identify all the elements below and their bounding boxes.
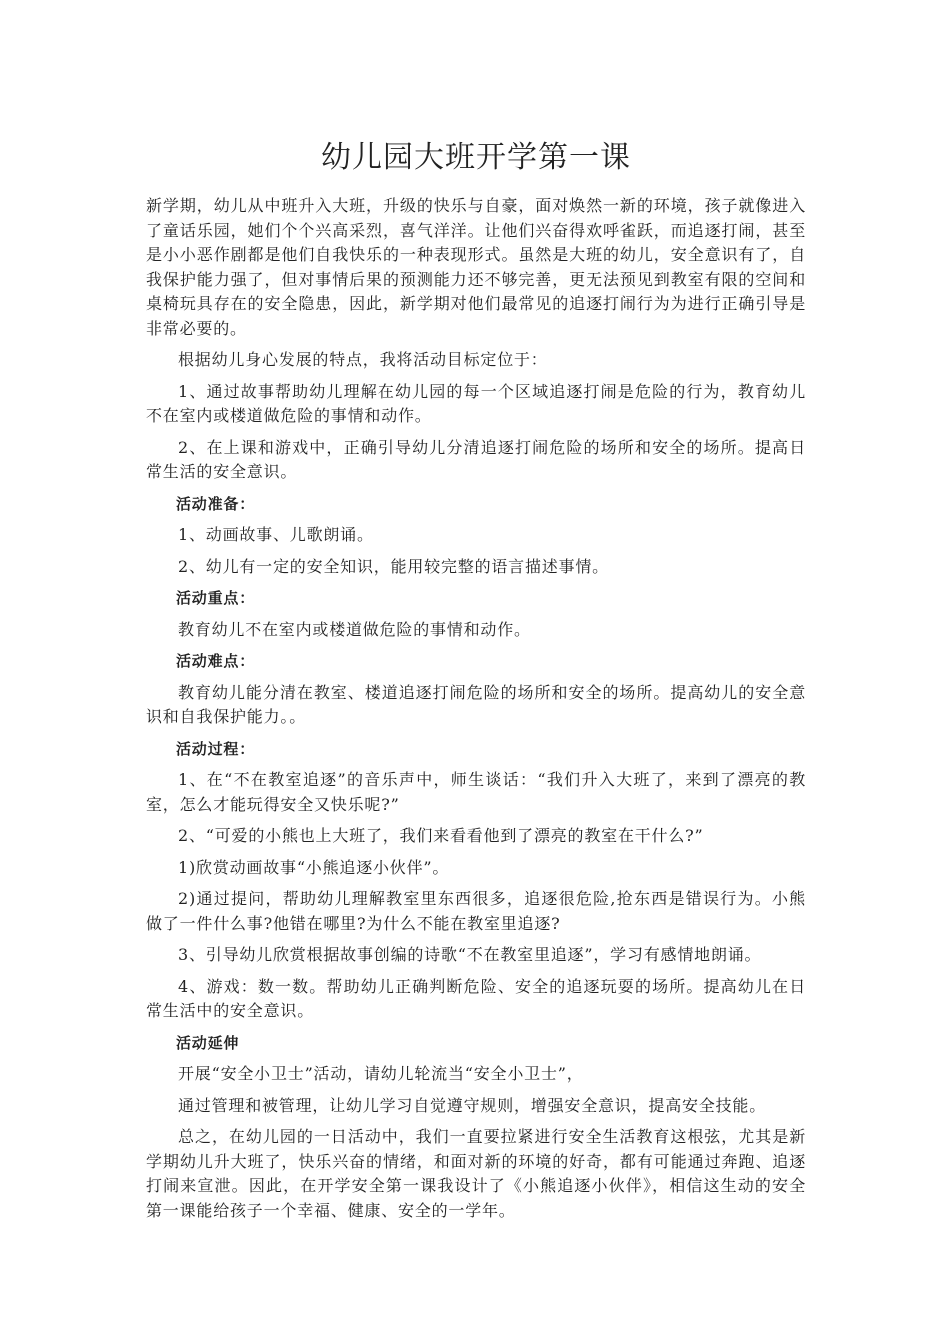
paragraph: 新学期，幼儿从中班升入大班，升级的快乐与自豪，面对焕然一新的环境，孩子就像进入了童话乐园，她们个个兴高采烈，喜气洋洋。让他们兴奋得欢呼雀跃，而追逐打闹，甚至是小小恶作剧都是他们自我快乐的一种表现形式。虽然是大班的幼儿，安全意识有了，自我保护能力强了，但对事情后果的预测能力还不够完善，更无法预见到教室有限的空间和桌椅玩具存在的安全隐患，因此，新学期对他们最常见的追逐打闹行为为进行正确引导是非常必要的。	[146, 196, 806, 338]
section-heading: 活动难点：	[176, 652, 256, 670]
section-heading: 活动延伸	[176, 1033, 240, 1052]
paragraph: 总之，在幼儿园的一日活动中，我们一直要拉紧进行安全生活教育这根弦，尤其是新学期幼儿升大班了，快乐兴奋的情绪，和面对新的环境的好奇，都有可能通过奔跑、追逐打闹来宣泄。因此，在开学安全第一课我设计了《小熊追逐小伙伴》，相信这生动的安全第一课能给孩子一个幸福、健康、安全的一学年。	[146, 1127, 806, 1220]
paragraph: 1、在“不在教室追逐”的音乐声中，师生谈话：“我们升入大班了，来到了漂亮的教室，怎么才能玩得安全又快乐呢?”	[146, 770, 806, 814]
paragraph: 2、幼儿有一定的安全知识，能用较完整的语言描述事情。	[178, 556, 609, 576]
paragraph: 教育幼儿能分清在教室、楼道追逐打闹危险的场所和安全的场所。提高幼儿的安全意识和自我保护能力。。	[146, 682, 806, 726]
paragraph: 通过管理和被管理，让幼儿学习自觉遵守规则，增强安全意识，提高安全技能。	[178, 1095, 767, 1115]
paragraph: 1、动画故事、儿歌朗诵。	[178, 525, 374, 544]
paragraph: 开展“安全小卫士”活动，请幼儿轮流当“安全小卫士”，	[178, 1064, 584, 1083]
section-heading: 活动过程：	[176, 739, 256, 758]
paragraph: 教育幼儿不在室内或楼道做危险的事情和动作。	[178, 619, 531, 639]
paragraph: 2、“可爱的小熊也上大班了，我们来看看他到了漂亮的教室在干什么?”	[178, 826, 704, 845]
section-heading: 活动准备：	[176, 494, 256, 513]
paragraph: 3、引导幼儿欣赏根据故事创编的诗歌“不在教室里追逐”，学习有感情地朗诵。	[178, 945, 762, 964]
document-page	[146, 134, 806, 1230]
document-title: 幼儿园大班开学第一课	[321, 140, 631, 175]
paragraph: 4、游戏：数一数。帮助幼儿正确判断危险、安全的追逐玩耍的场所。提高幼儿在日常生活中的安全意识。	[146, 976, 806, 1020]
document-body	[146, 194, 806, 1223]
paragraph: 1)欣赏动画故事“小熊追逐小伙伴”。	[178, 857, 450, 877]
paragraph: 根据幼儿身心发展的特点，我将活动目标定位于：	[178, 350, 548, 369]
paragraph: 2)通过提问，帮助幼儿理解教室里东西很多，追逐很危险,抢东西是错误行为。小熊做了一件什么事?他错在哪里?为什么不能在教室里追逐?	[146, 889, 806, 933]
section-heading: 活动重点：	[176, 589, 256, 607]
paragraph: 2、在上课和游戏中，正确引导幼儿分清追逐打闹危险的场所和安全的场所。提高日常生活的安全意识。	[146, 437, 806, 481]
paragraph: 1、通过故事帮助幼儿理解在幼儿园的每一个区域追逐打闹是危险的行为，教育幼儿不在室内或楼道做危险的事情和动作。	[146, 381, 806, 425]
